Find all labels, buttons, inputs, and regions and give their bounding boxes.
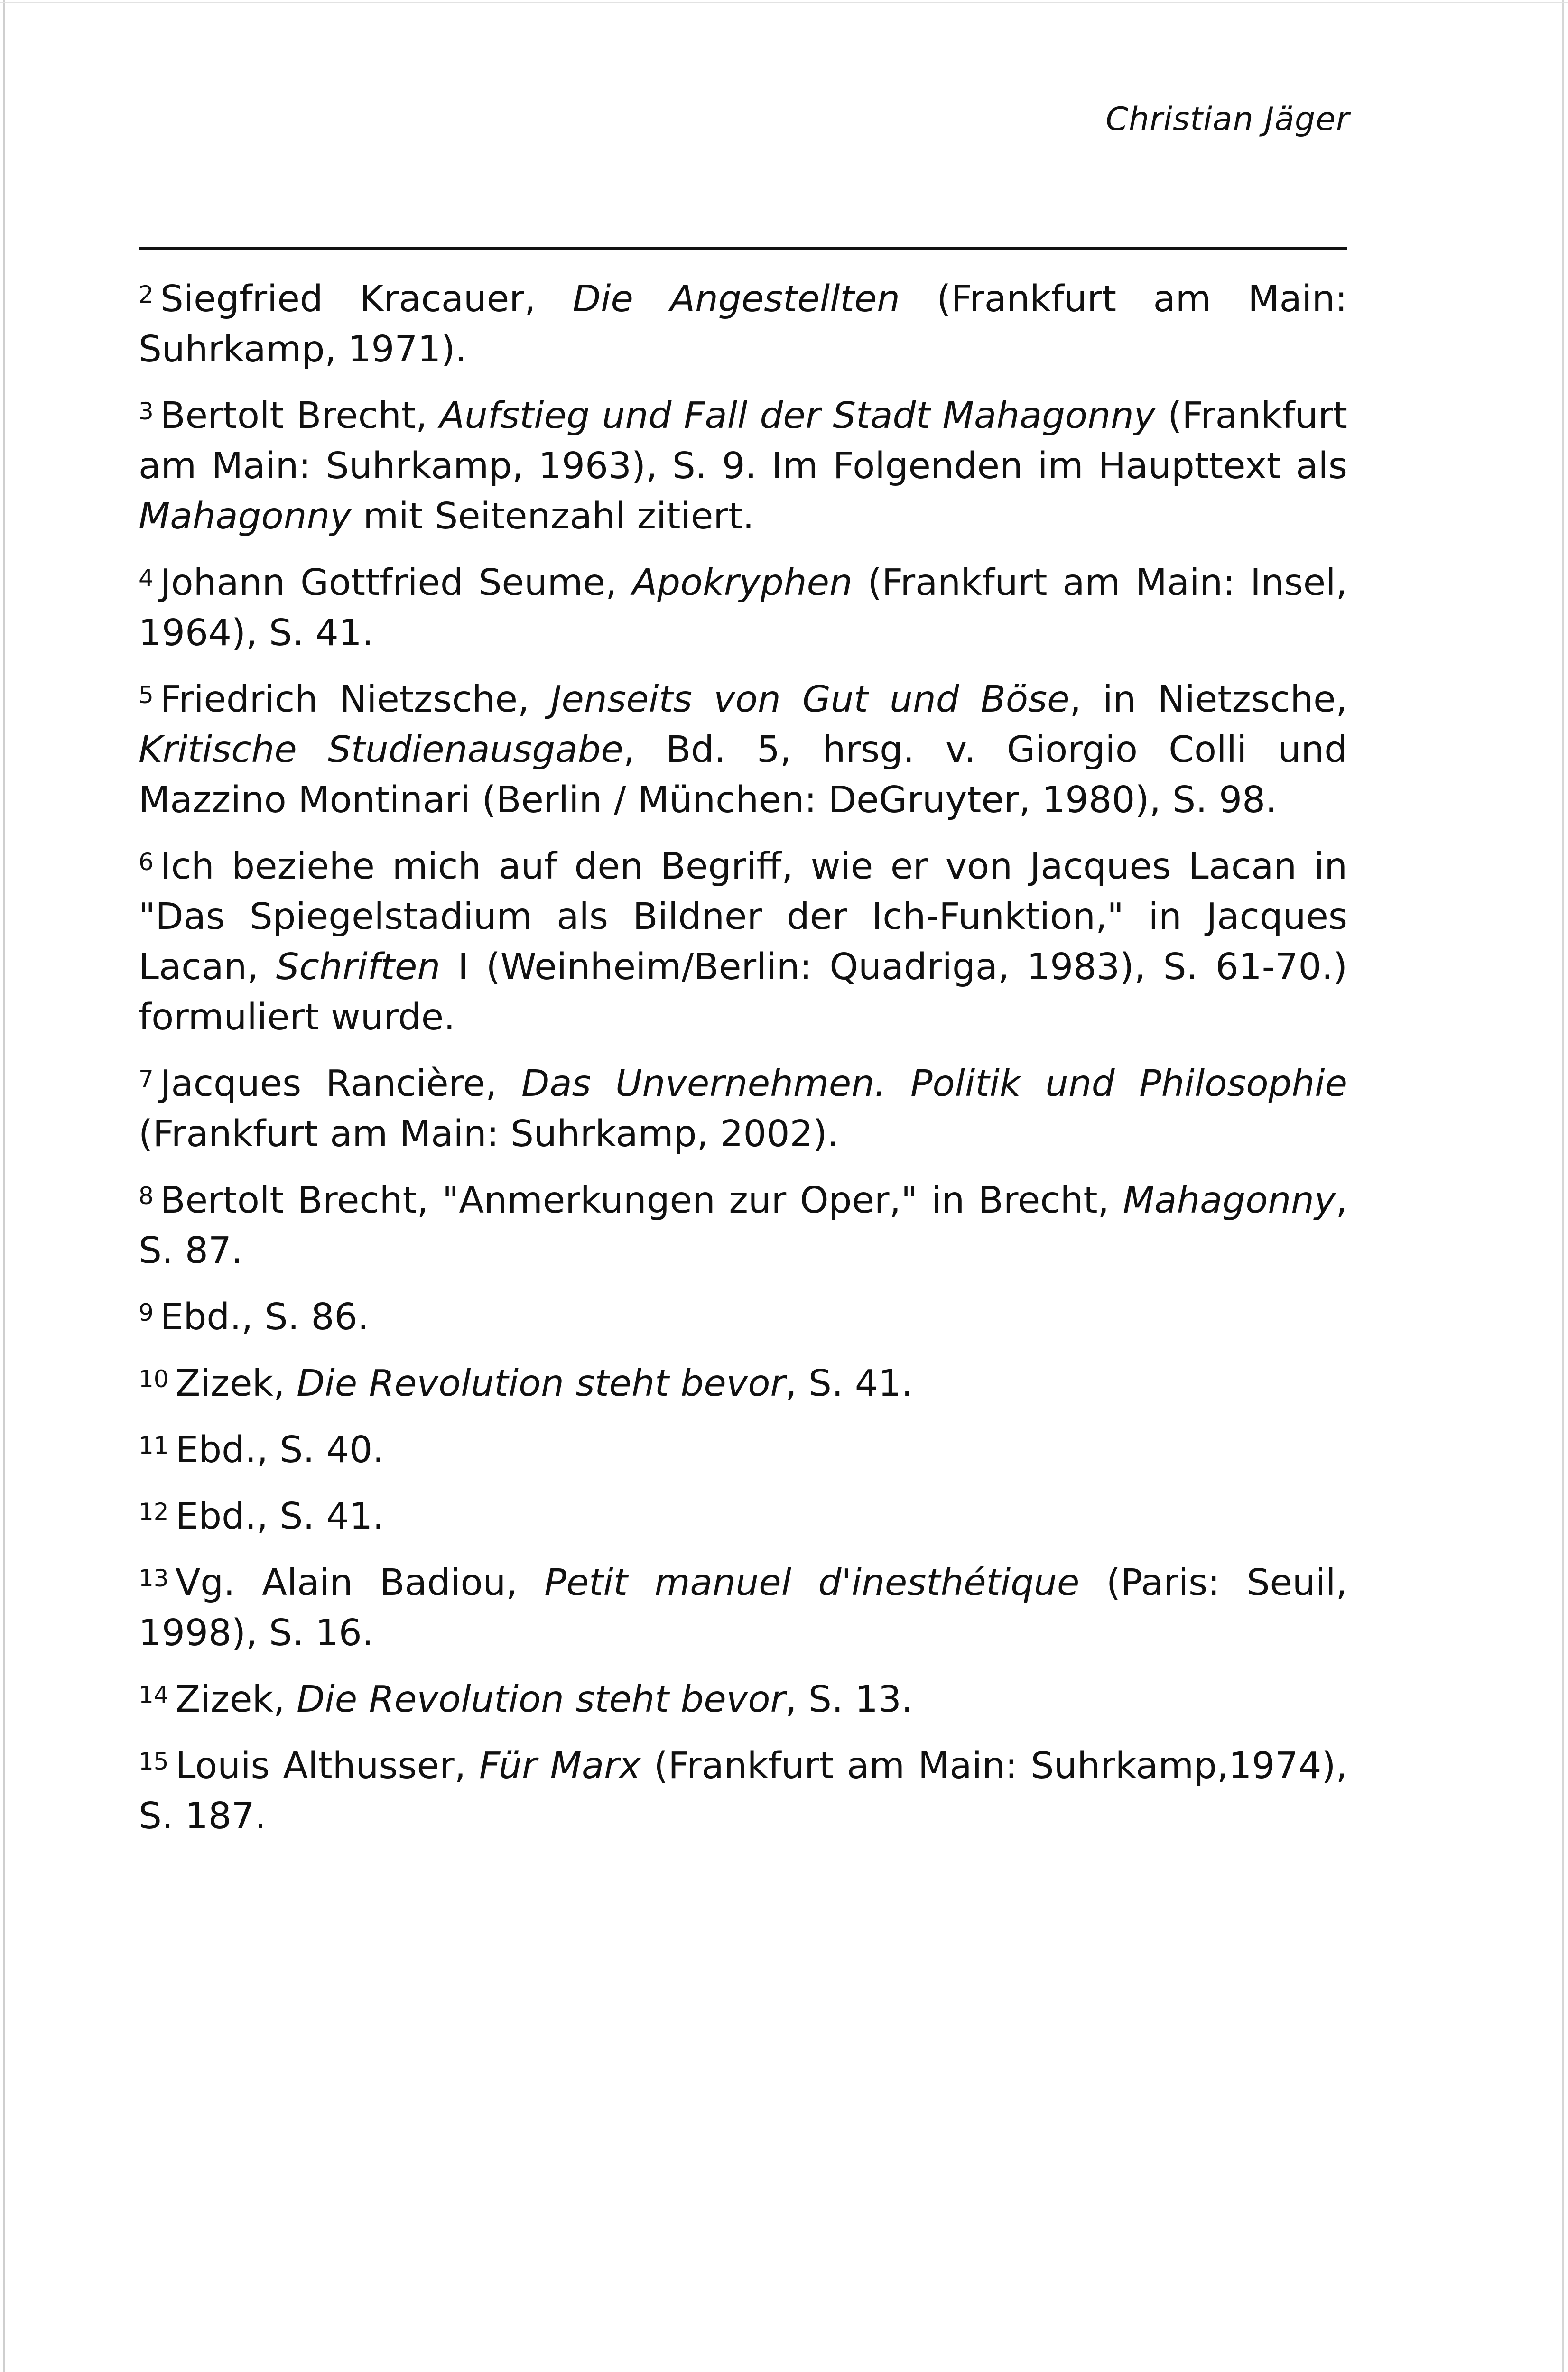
- footnote-number: 2: [139, 281, 154, 308]
- footnote: [139, 842, 1347, 1043]
- scan-edge-right: [1562, 0, 1564, 2372]
- footnote: [139, 1059, 1347, 1159]
- footnote-text: Ebd., S. 40.: [175, 1429, 384, 1471]
- footnote-number: 6: [139, 848, 154, 876]
- footnote: [139, 1558, 1347, 1659]
- footnote-text: Bertolt Brecht, "Anmerkungen zur Oper," in Brecht,: [160, 1179, 1123, 1222]
- footnote: [139, 1675, 1347, 1725]
- footnote-title-text: Die Revolution steht bevor: [297, 1678, 786, 1721]
- footnote-title-text: Apokryphen: [632, 562, 853, 604]
- footnote-text: , Bd. 5, hrsg. v. Giorgio Colli und Mazzino Montinari (Berlin / München: DeGruyter, 1980), S. 98.: [139, 729, 1347, 821]
- footnote-number: 12: [139, 1498, 169, 1526]
- footnote-title-text: Für Marx: [479, 1745, 641, 1787]
- footnote-text: Zizek,: [175, 1362, 297, 1405]
- footnote-title-text: Petit manuel d'inesthétique: [544, 1562, 1080, 1604]
- footnote-text: (Frankfurt am Main: Suhrkamp, 1971).: [139, 278, 1348, 371]
- footnote-text: Ebd., S. 86.: [160, 1296, 369, 1338]
- footnote: [139, 675, 1347, 825]
- footnote-number: 13: [139, 1565, 169, 1592]
- footnote-text: , in Nietzsche,: [1069, 678, 1347, 721]
- footnote: [139, 1292, 1347, 1343]
- footnote-text: (Frankfurt am Main: Suhrkamp, 2002).: [139, 1113, 839, 1155]
- footnote-text: , S. 87.: [139, 1179, 1347, 1272]
- footnote-number: 7: [139, 1066, 154, 1093]
- footnote: [139, 1176, 1347, 1276]
- footnote-number: 3: [139, 398, 154, 425]
- footnote: [139, 1359, 1347, 1409]
- footnote-text: (Frankfurt am Main: Insel, 1964), S. 41.: [139, 562, 1347, 654]
- footnote-number: 15: [139, 1748, 169, 1775]
- footnote-text: (Frankfurt am Main: Suhrkamp,1974), S. 187.: [139, 1745, 1347, 1837]
- footnote: [139, 274, 1347, 375]
- footnote-title-text: Die Revolution steht bevor: [297, 1362, 786, 1405]
- footnote-title-text: Mahagonny: [139, 495, 352, 537]
- footnote-title-text: Schriften: [276, 946, 441, 988]
- footnote-text: mit Seitenzahl zitiert.: [351, 495, 754, 537]
- footnote-title-text: Aufstieg und Fall der Stadt Mahagonny: [439, 395, 1156, 437]
- footnote-title-text: Mahagonny: [1123, 1179, 1336, 1222]
- footnote-text: Zizek,: [175, 1678, 297, 1721]
- footnote-text: Siegfried Kracauer,: [160, 278, 573, 320]
- footnotes-list: [139, 274, 1347, 1858]
- footnote-text: Ebd., S. 41.: [175, 1495, 384, 1538]
- footnote-number: 4: [139, 565, 154, 592]
- running-head: Christian Jäger: [1105, 101, 1350, 138]
- footnote-text: Ich beziehe mich auf den Begriff, wie er von Jacques Lacan in "Das Spiegelstadium als Bildner der Ich-Funktion," in Jacques Lacan,: [139, 845, 1347, 988]
- footnote-number: 10: [139, 1365, 169, 1393]
- footnote-text: Bertolt Brecht,: [160, 395, 440, 437]
- footnote-text: Jacques Rancière,: [160, 1063, 522, 1105]
- footnote-text: I (Weinheim/Berlin: Quadriga, 1983), S. 61-70.) formuliert wurde.: [139, 946, 1347, 1038]
- footnote-title-text: Die Angestellten: [572, 278, 900, 320]
- footnote-text: Johann Gottfried Seume,: [160, 562, 632, 604]
- footnote: [139, 1492, 1347, 1542]
- scan-edge-left: [3, 0, 5, 2372]
- footnote-text: , S. 13.: [785, 1678, 913, 1721]
- footnote-text: Louis Althusser,: [175, 1745, 479, 1787]
- footnote-text: , S. 41.: [785, 1362, 913, 1405]
- footnote: [139, 1425, 1347, 1475]
- footnote-number: 14: [139, 1681, 169, 1709]
- footnote-number: 9: [139, 1299, 154, 1326]
- footnote: [139, 558, 1347, 658]
- footnote-number: 11: [139, 1432, 169, 1459]
- footnote-number: 5: [139, 681, 154, 709]
- footnote: [139, 391, 1347, 542]
- footnote-text: (Frankfurt am Main: Suhrkamp, 1963), S. 9. Im Folgenden im Haupttext als: [139, 395, 1347, 487]
- footnote: [139, 1741, 1347, 1842]
- footnote-title-text: Das Unvernehmen. Politik und Philosophie: [521, 1063, 1348, 1105]
- footnote-title-text: Kritische Studienausgabe: [139, 729, 623, 771]
- scan-edge-top: [0, 2, 1568, 3]
- footnote-title-text: Jenseits von Gut und Böse: [550, 678, 1070, 721]
- footnote-number: 8: [139, 1182, 154, 1210]
- footnote-text: (Paris: Seuil, 1998), S. 16.: [139, 1562, 1347, 1654]
- footnote-separator-rule: [139, 247, 1347, 250]
- footnote-text: Vg. Alain Badiou,: [175, 1562, 545, 1604]
- footnote-text: Friedrich Nietzsche,: [160, 678, 551, 721]
